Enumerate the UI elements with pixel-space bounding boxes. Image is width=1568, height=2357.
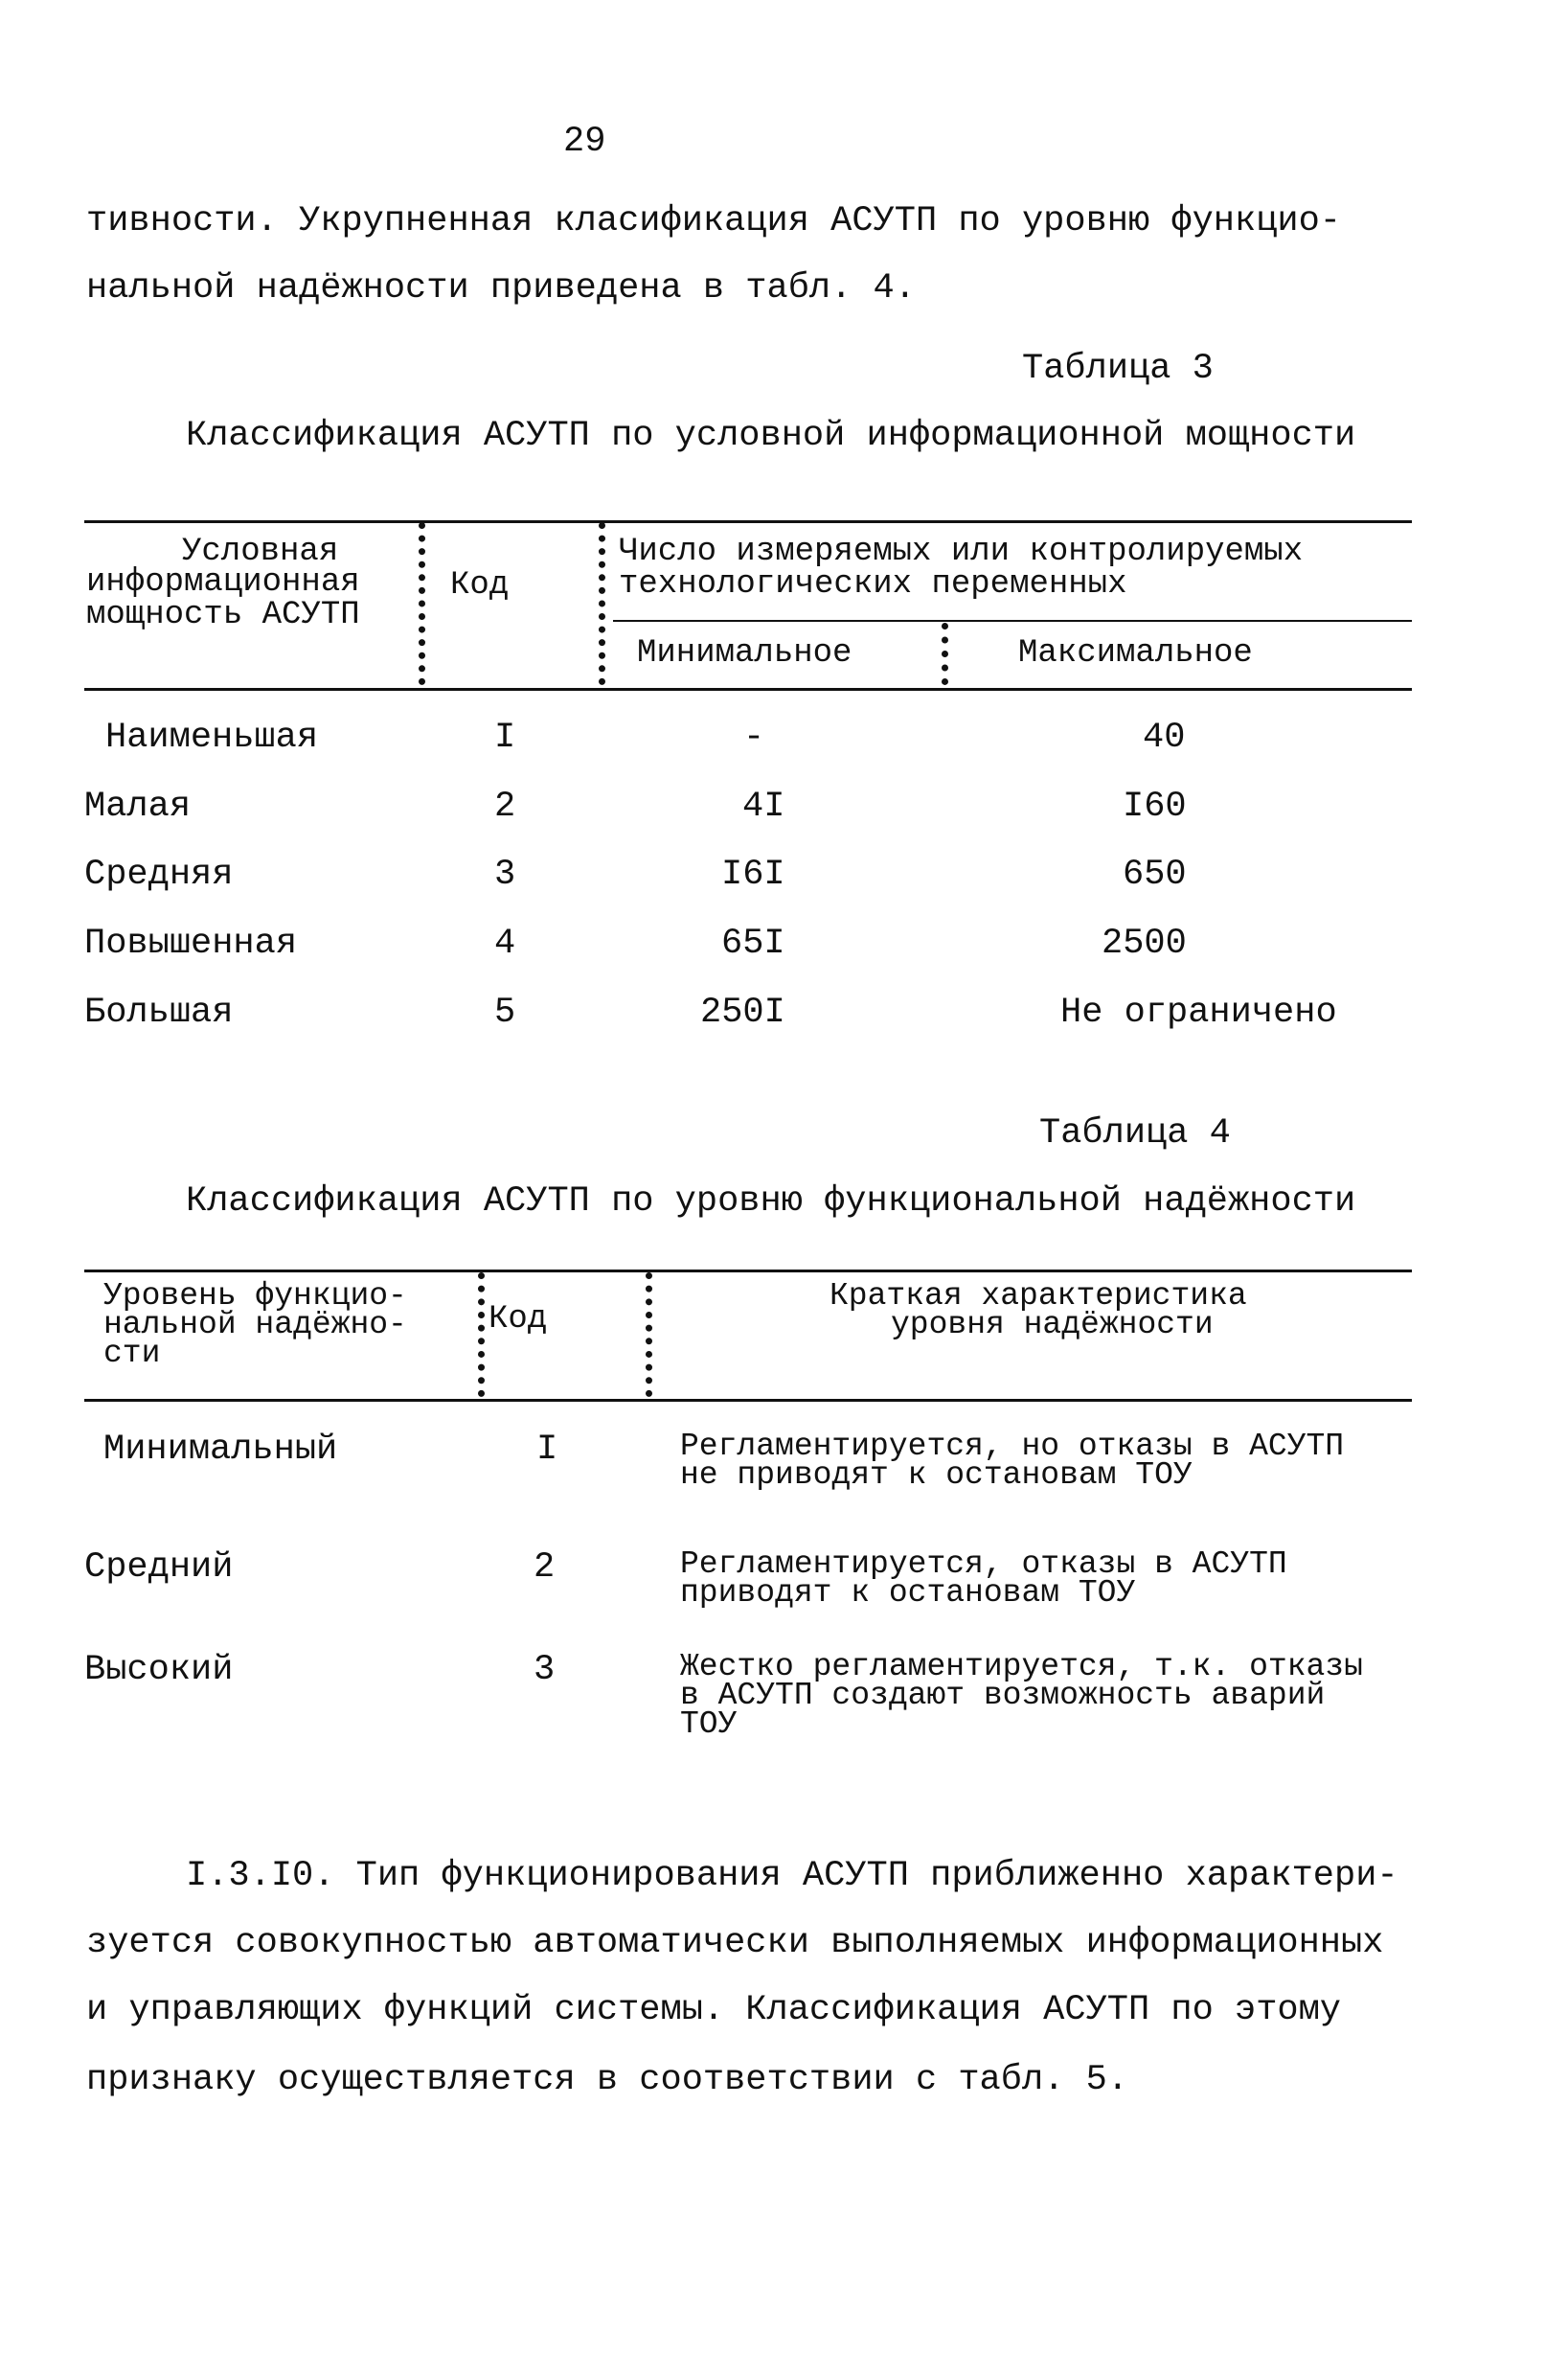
- closing-line-2: зуется совокупностью автоматически выполняемых информационных: [86, 1923, 1384, 1963]
- t3-header-min: Минимальное: [637, 635, 852, 672]
- t3-row-3-name: Средняя: [84, 855, 234, 895]
- t3-row-3-code: 3: [494, 855, 516, 895]
- t3-row-2-name: Малая: [84, 787, 192, 827]
- t4-row-1-level: Минимальный: [103, 1430, 338, 1470]
- t3-row-4-min: 65I: [721, 924, 785, 964]
- t4-row-2-desc-line1: Регламентируется, отказы в АСУТП: [680, 1546, 1287, 1582]
- t3-header-max: Максимальное: [1018, 635, 1253, 672]
- t3-row-1-name: Наименьшая: [105, 718, 319, 758]
- intro-line-2: нальной надёжности приведена в табл. 4.: [86, 268, 916, 309]
- t3-header-divider-3: [942, 623, 948, 685]
- t3-row-1-max: 40: [1143, 718, 1186, 758]
- closing-line-3: и управляющих функций системы. Классификация АСУТП по этому: [86, 1990, 1342, 2030]
- t4-header-divider-2: [646, 1272, 652, 1397]
- t3-header-divider-2: [599, 522, 605, 685]
- t3-row-4-name: Повышенная: [84, 924, 298, 964]
- t4-row-3-level: Высокий: [84, 1650, 234, 1690]
- t3-row-4-code: 4: [494, 924, 516, 964]
- table-4-header-bottom-rule: [84, 1399, 1412, 1402]
- t4-row-1-desc-line2: не приводят к остановам ТОУ: [680, 1457, 1193, 1493]
- closing-line-4: признаку осуществляется в соответствии с табл. 5.: [86, 2060, 1128, 2100]
- table-4-label: Таблица 4: [1039, 1113, 1231, 1154]
- table-4-top-rule: [84, 1270, 1412, 1272]
- t3-row-3-min: I6I: [721, 855, 785, 895]
- t3-row-5-max: Не ограничено: [1060, 993, 1337, 1033]
- t3-row-5-min: 250I: [700, 993, 785, 1033]
- t3-header-code: Код: [450, 567, 510, 604]
- t3-header-col1-line3: мощность АСУТП: [86, 597, 360, 633]
- intro-line-1: тивности. Укрупненная класификация АСУТП по уровню функцио-: [86, 201, 1342, 241]
- t4-header-col1-line2: нальной надёжно-: [103, 1307, 407, 1342]
- table-3-title: Классификация АСУТП по условной информационной мощности: [186, 416, 1356, 456]
- table-4-title: Классификация АСУТП по уровню функциональной надёжности: [186, 1181, 1356, 1222]
- t3-header-divider-1: [419, 522, 425, 685]
- t3-row-5-name: Большая: [84, 993, 234, 1033]
- t3-header-col3-line2: технологических переменных: [619, 566, 1127, 603]
- table-3-top-rule: [84, 520, 1412, 523]
- t3-row-1-code: I: [494, 718, 516, 758]
- t3-row-2-max: I60: [1123, 787, 1187, 827]
- t4-row-2-code: 2: [534, 1547, 556, 1588]
- t3-header-sub-rule: [613, 620, 1412, 622]
- t4-header-code: Код: [489, 1301, 548, 1338]
- t4-row-3-desc-line1: Жестко регламентируется, т.к. отказы: [680, 1649, 1363, 1684]
- t4-header-col1-line3: сти: [103, 1336, 161, 1371]
- t3-header-col1-line1: Условная: [182, 534, 339, 570]
- t4-row-1-code: I: [536, 1430, 558, 1470]
- t3-header-col3-line1: Число измеряемых или контролируемых: [619, 534, 1304, 570]
- t3-row-2-code: 2: [494, 787, 516, 827]
- t3-row-2-min: 4I: [742, 787, 785, 827]
- t3-row-1-min: -: [743, 718, 765, 758]
- t4-row-3-code: 3: [534, 1650, 556, 1690]
- t4-header-col3-line1: Краткая характеристика: [829, 1278, 1247, 1314]
- t3-row-5-code: 5: [494, 993, 516, 1033]
- table-3-label: Таблица 3: [1022, 349, 1214, 389]
- t4-header-col1-line1: Уровень функцио-: [103, 1278, 407, 1314]
- t3-header-col1-line2: информационная: [86, 564, 360, 601]
- t4-row-1-desc-line1: Регламентируется, но отказы в АСУТП: [680, 1429, 1345, 1464]
- closing-line-1: I.3.I0. Тип функционирования АСУТП приближенно характери-: [186, 1856, 1398, 1896]
- table-3-header-bottom-rule: [84, 688, 1412, 691]
- t4-header-col3-line2: уровня надёжности: [891, 1307, 1214, 1342]
- t4-row-3-desc-line3: ТОУ: [680, 1706, 738, 1742]
- t3-row-3-max: 650: [1123, 855, 1187, 895]
- page-number: 29: [563, 122, 606, 162]
- t3-row-4-max: 2500: [1102, 924, 1187, 964]
- t4-row-2-level: Средний: [84, 1547, 234, 1588]
- t4-header-divider-1: [478, 1272, 485, 1397]
- t4-row-2-desc-line2: приводят к остановам ТОУ: [680, 1575, 1136, 1611]
- t4-row-3-desc-line2: в АСУТП создают возможность аварий: [680, 1678, 1326, 1713]
